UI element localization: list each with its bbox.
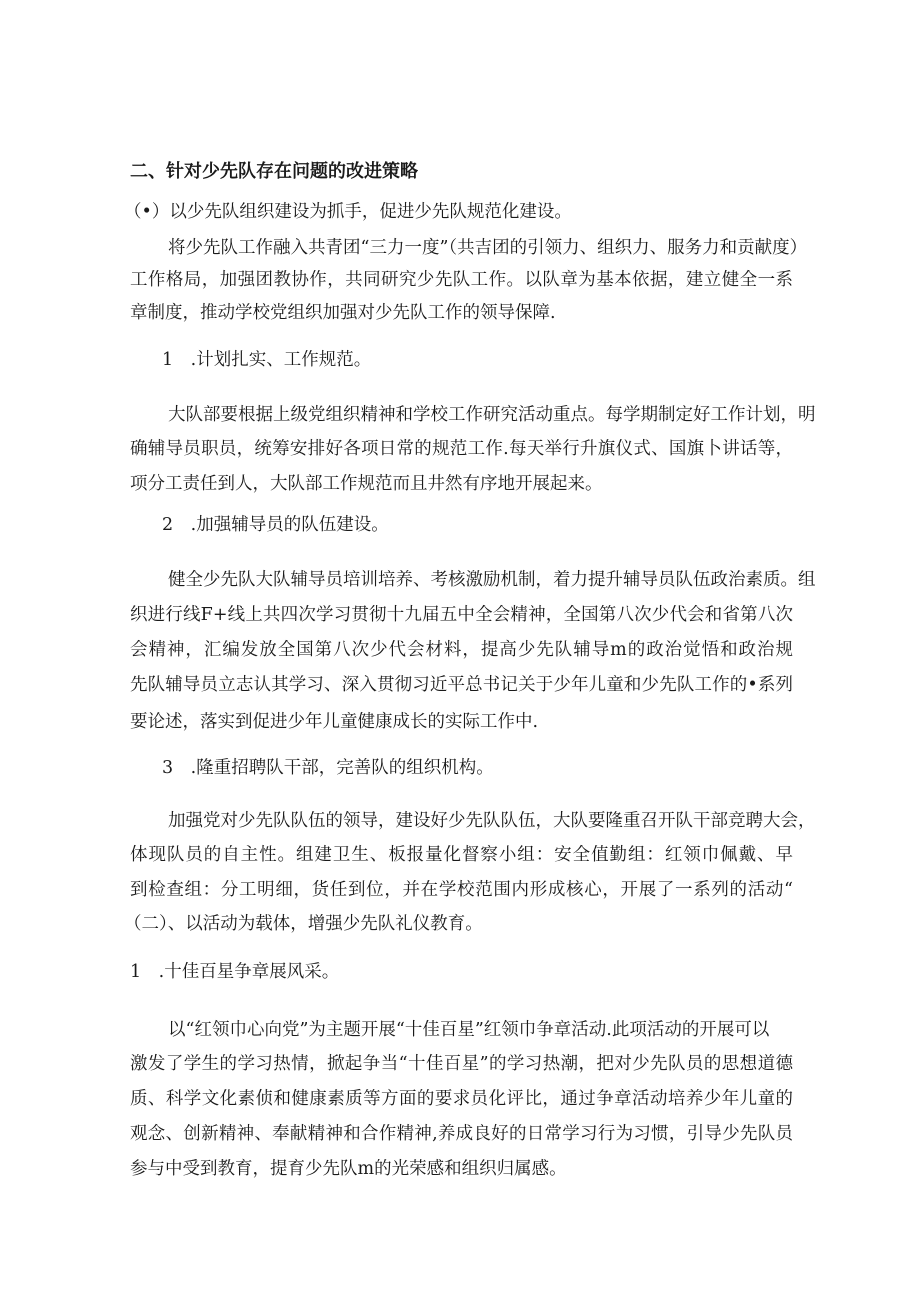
paragraph-line: 先队辅导员立志认其学习、深入贯彻习近平总书记关于少年儿童和少先队工作的•系列 xyxy=(130,675,793,695)
paragraph-line: 工作格局，加强团教协作，共同研究少先队工作。以队章为基本依据，建立健全一系 xyxy=(130,270,793,290)
subsection-title-2: （二）、以活动为载体，增强少先队礼仪教育。 xyxy=(124,914,483,934)
section-heading: 二、针对少先队存在问题的改进策略 xyxy=(130,161,418,182)
item-title: 1 .十佳百星争章展风采。 xyxy=(130,962,340,982)
paragraph-line: 加强党对少先队队伍的领导，建设好少先队队伍，大队要隆重召开队干部竞聘大会， xyxy=(168,811,816,831)
paragraph-line: 参与中受到教育，提育少先队m的光荣感和组织归属感。 xyxy=(130,1159,567,1179)
paragraph-line: 确辅导员职员，统筹安排好各项日常的规范工作.每天举行升旗仪式、国旗卜讲话等， xyxy=(130,439,793,459)
paragraph-line: 要论述，落实到促进少年儿童健康成长的实际工作中. xyxy=(130,712,539,732)
paragraph-line: 观念、创新精神、奉献精神和合作精神,养成良好的日常学习行为习惯，引导少先队员 xyxy=(130,1124,793,1144)
item-title: 3 .隆重招聘队干部，完善队的组织机构。 xyxy=(162,758,494,778)
paragraph-line: 项分工责任到人，大队部工作规范而且井然有序地开展起来。 xyxy=(130,474,603,494)
subsection-title-1: （•）以少先队组织建设为抓手，促进少先队规范化建设。 xyxy=(124,202,572,222)
paragraph-line: 将少先队工作融入共青团“三力一度”（共吉团的引领力、组织力、服务力和贡献度） xyxy=(168,238,808,258)
item-title: 2 .加强辅导员的队伍建设。 xyxy=(162,515,389,535)
paragraph-line: 织进行线F+线上共四次学习贯彻十九届五中全会精神，全国第八次少代会和省第八次 xyxy=(130,605,793,625)
paragraph-line: 健全少先队大队辅导员培训培养、考核激励机制，着力提升辅导员队伍政治素质。组 xyxy=(168,570,816,590)
paragraph-line: 体现队员的自主性。组建卫生、板报量化督察小组：安全值勤组：红领巾佩戴、早 xyxy=(130,845,793,865)
item-title: 1 .计划扎实、工作规范。 xyxy=(162,350,372,370)
paragraph-line: 到检查组：分工明细，货任到位，并在学校范围内形成核心，开展了一系列的活动“ xyxy=(130,880,793,900)
paragraph-line: 质、科学文化素侦和健康素质等方面的要求员化评比，通过争章活动培养少年儿童的 xyxy=(130,1089,793,1109)
paragraph-line: 会精神，汇编发放全国第八次少代会材料，提高少先队辅导m的政治觉悟和政治规 xyxy=(130,640,793,660)
paragraph-line: 大队部要根据上级党组织精神和学校工作研究活动重点。每学期制定好工作计划，明 xyxy=(168,405,816,425)
paragraph-line: 激发了学生的学习热情，掀起争当“十佳百星”的学习热潮，把对少先队员的思想道德 xyxy=(130,1054,793,1074)
paragraph-line: 章制度，推动学校党组织加强对少先队工作的领导保障. xyxy=(130,303,556,323)
paragraph-line: 以“红领巾心向党”为主题开展“十佳百星”红领巾争章活动.此项活动的开展可以 xyxy=(168,1020,770,1040)
